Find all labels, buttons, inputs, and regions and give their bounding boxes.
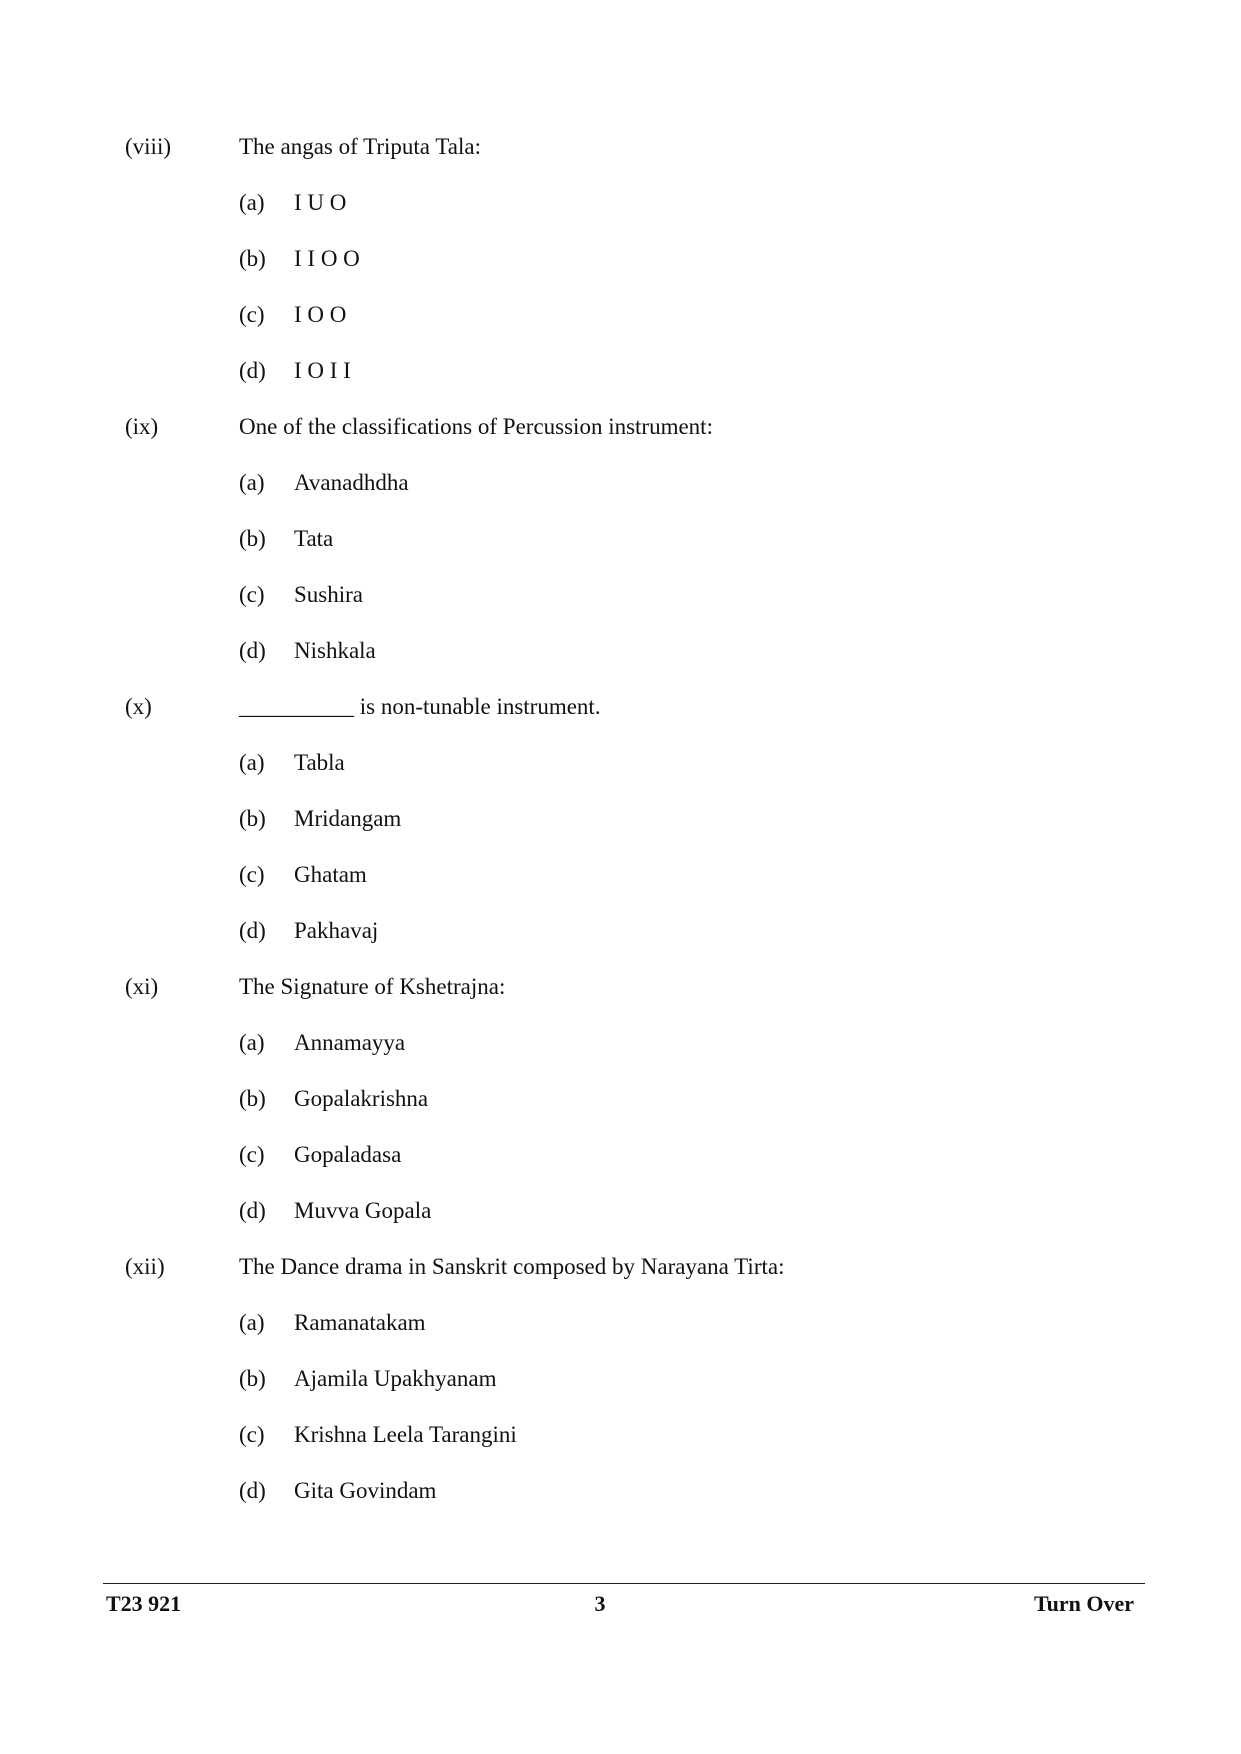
question-text: The Signature of Kshetrajna: [239, 974, 506, 999]
option-text: Annamayya [294, 1030, 406, 1055]
option-label: (a) [239, 190, 265, 215]
option-text: Krishna Leela Tarangini [294, 1422, 517, 1447]
question-text: __________ is non-tunable instrument. [239, 694, 601, 719]
option-label: (c) [239, 1422, 265, 1447]
question-text: The Dance drama in Sanskrit composed by Narayana Tirta: [239, 1254, 785, 1279]
turn-over-note: Turn Over [1033, 1591, 1134, 1616]
option-text: Sushira [294, 582, 363, 607]
option-label: (c) [239, 862, 265, 887]
option-text: Avanadhdha [294, 470, 409, 495]
option-text: Pakhavaj [294, 918, 379, 943]
question-text: The angas of Triputa Tala: [239, 134, 481, 159]
option-text: Gopaladasa [294, 1142, 402, 1167]
option-text: I U O [294, 190, 347, 215]
option-text: Muvva Gopala [294, 1198, 432, 1223]
page-number: 3 [594, 1591, 606, 1616]
option-label: (a) [239, 1310, 265, 1335]
option-label: (a) [239, 470, 265, 495]
paper-code: T23 921 [106, 1591, 182, 1616]
option-label: (c) [239, 582, 265, 607]
option-text: Ramanatakam [294, 1310, 426, 1335]
option-text: Gita Govindam [294, 1478, 437, 1503]
option-label: (c) [239, 302, 265, 327]
option-text: Gopalakrishna [294, 1086, 429, 1111]
option-text: I I O O [294, 246, 360, 271]
option-text: Ghatam [294, 862, 367, 887]
option-label: (d) [239, 918, 266, 943]
option-label: (d) [239, 1478, 266, 1503]
option-label: (a) [239, 1030, 265, 1055]
option-label: (b) [239, 806, 266, 831]
option-text: Ajamila Upakhyanam [294, 1366, 497, 1391]
option-text: Tata [294, 526, 334, 551]
option-label: (c) [239, 1142, 265, 1167]
question-number: (ix) [125, 414, 159, 439]
option-label: (d) [239, 358, 266, 383]
question-number: (viii) [125, 134, 171, 159]
option-text: Nishkala [294, 638, 376, 663]
option-text: Tabla [294, 750, 345, 775]
option-label: (b) [239, 1086, 266, 1111]
option-text: I O O [294, 302, 347, 327]
question-number: (x) [125, 694, 152, 719]
option-label: (b) [239, 1366, 266, 1391]
option-text: I O I I [294, 358, 351, 383]
option-label: (d) [239, 1198, 266, 1223]
question-number: (xii) [125, 1254, 165, 1279]
question-text: One of the classifications of Percussion instrument: [239, 414, 713, 439]
option-label: (b) [239, 246, 266, 271]
option-label: (b) [239, 526, 266, 551]
footer-divider [103, 1583, 1145, 1584]
option-label: (a) [239, 750, 265, 775]
option-text: Mridangam [294, 806, 402, 831]
option-label: (d) [239, 638, 266, 663]
question-number: (xi) [125, 974, 159, 999]
